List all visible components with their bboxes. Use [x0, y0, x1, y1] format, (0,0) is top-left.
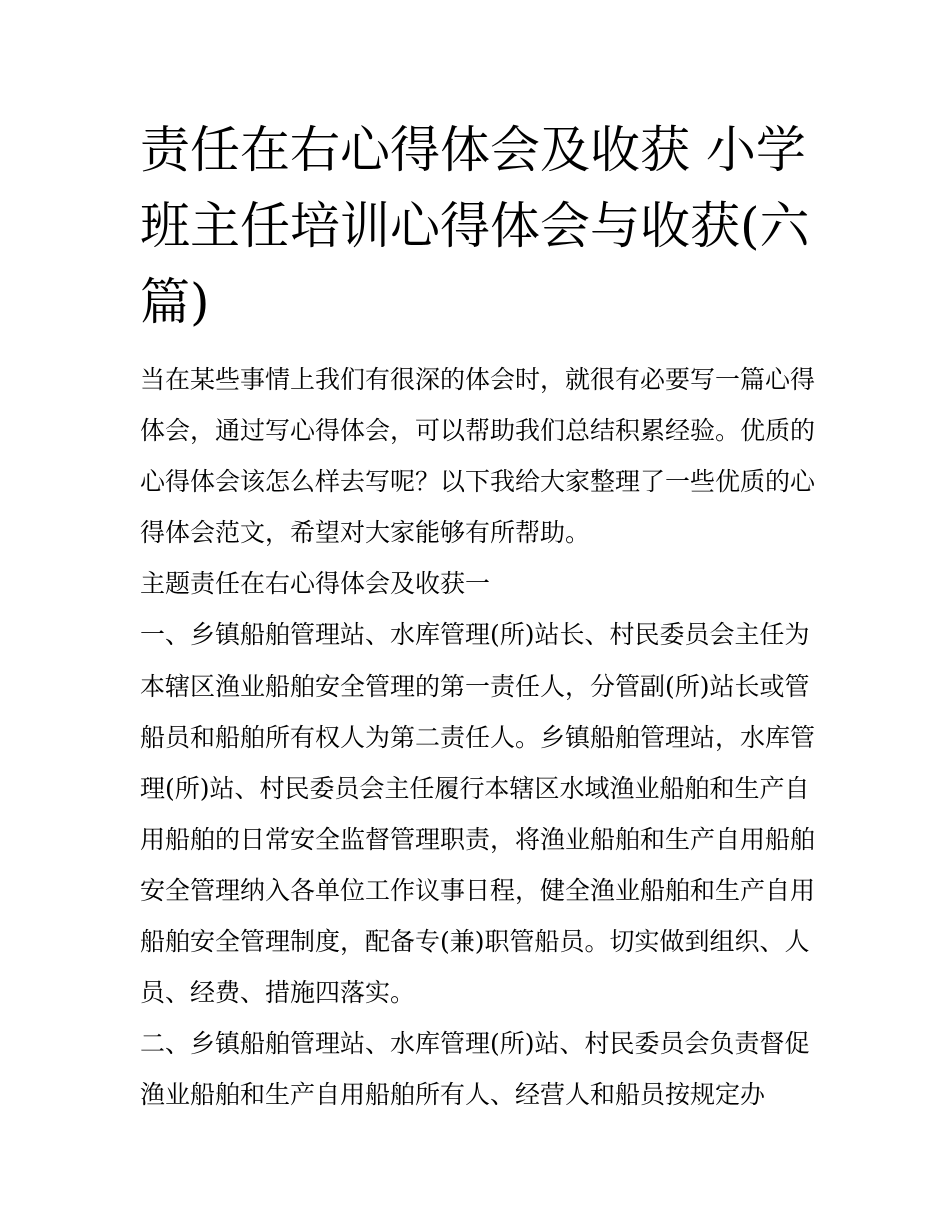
text-line: 理(所)站、村民委员会主任履行本辖区水域渔业船舶和生产自 — [140, 773, 810, 803]
text-line: 一、乡镇船舶管理站、水库管理(所)站长、村民委员会主任为 — [140, 620, 810, 650]
section-heading-paragraph — [140, 558, 820, 609]
title-line: 篇) — [140, 273, 210, 331]
text-line: 用船舶的日常安全监督管理职责，将渔业船舶和生产自用船舶 — [140, 824, 816, 854]
text-line: 当在某些事情上我们有很深的体会时，就很有必要写一篇心得 — [140, 365, 816, 394]
text-line: 渔业船舶和生产自用船舶所有人、经营人和船员按规定办 — [140, 1080, 766, 1110]
title-line: 班主任培训心得体会与收获(六 — [140, 197, 810, 255]
text-line: 本辖区渔业船舶安全管理的第一责任人，分管副(所)站长或管 — [140, 671, 810, 701]
text-line: 体会，通过写心得体会，可以帮助我们总结积累经验。优质的 — [140, 416, 816, 446]
document-body — [140, 354, 820, 1120]
paragraph-one — [140, 609, 820, 1018]
text-line: 船员和船舶所有权人为第二责任人。乡镇船舶管理站，水库管 — [140, 722, 816, 752]
intro-paragraph — [140, 354, 820, 558]
text-line: 员、经费、措施四落实。 — [140, 978, 416, 1008]
title-line: 责任在右心得体会及收获 小学 — [140, 121, 806, 179]
text-line: 安全管理纳入各单位工作议事日程，健全渔业船舶和生产自用 — [140, 875, 816, 905]
text-line: 船舶安全管理制度，配备专(兼)职管船员。切实做到组织、人 — [140, 927, 810, 957]
text-line: 得体会范文，希望对大家能够有所帮助。 — [140, 518, 591, 548]
text-line: 心得体会该怎么样去写呢？以下我给大家整理了一些优质的心 — [140, 467, 816, 497]
document-title — [140, 112, 820, 340]
section-heading: 主题责任在右心得体会及收获一 — [140, 569, 491, 599]
paragraph-two — [140, 1018, 820, 1120]
text-line: 二、乡镇船舶管理站、水库管理(所)站、村民委员会负责督促 — [140, 1029, 810, 1059]
